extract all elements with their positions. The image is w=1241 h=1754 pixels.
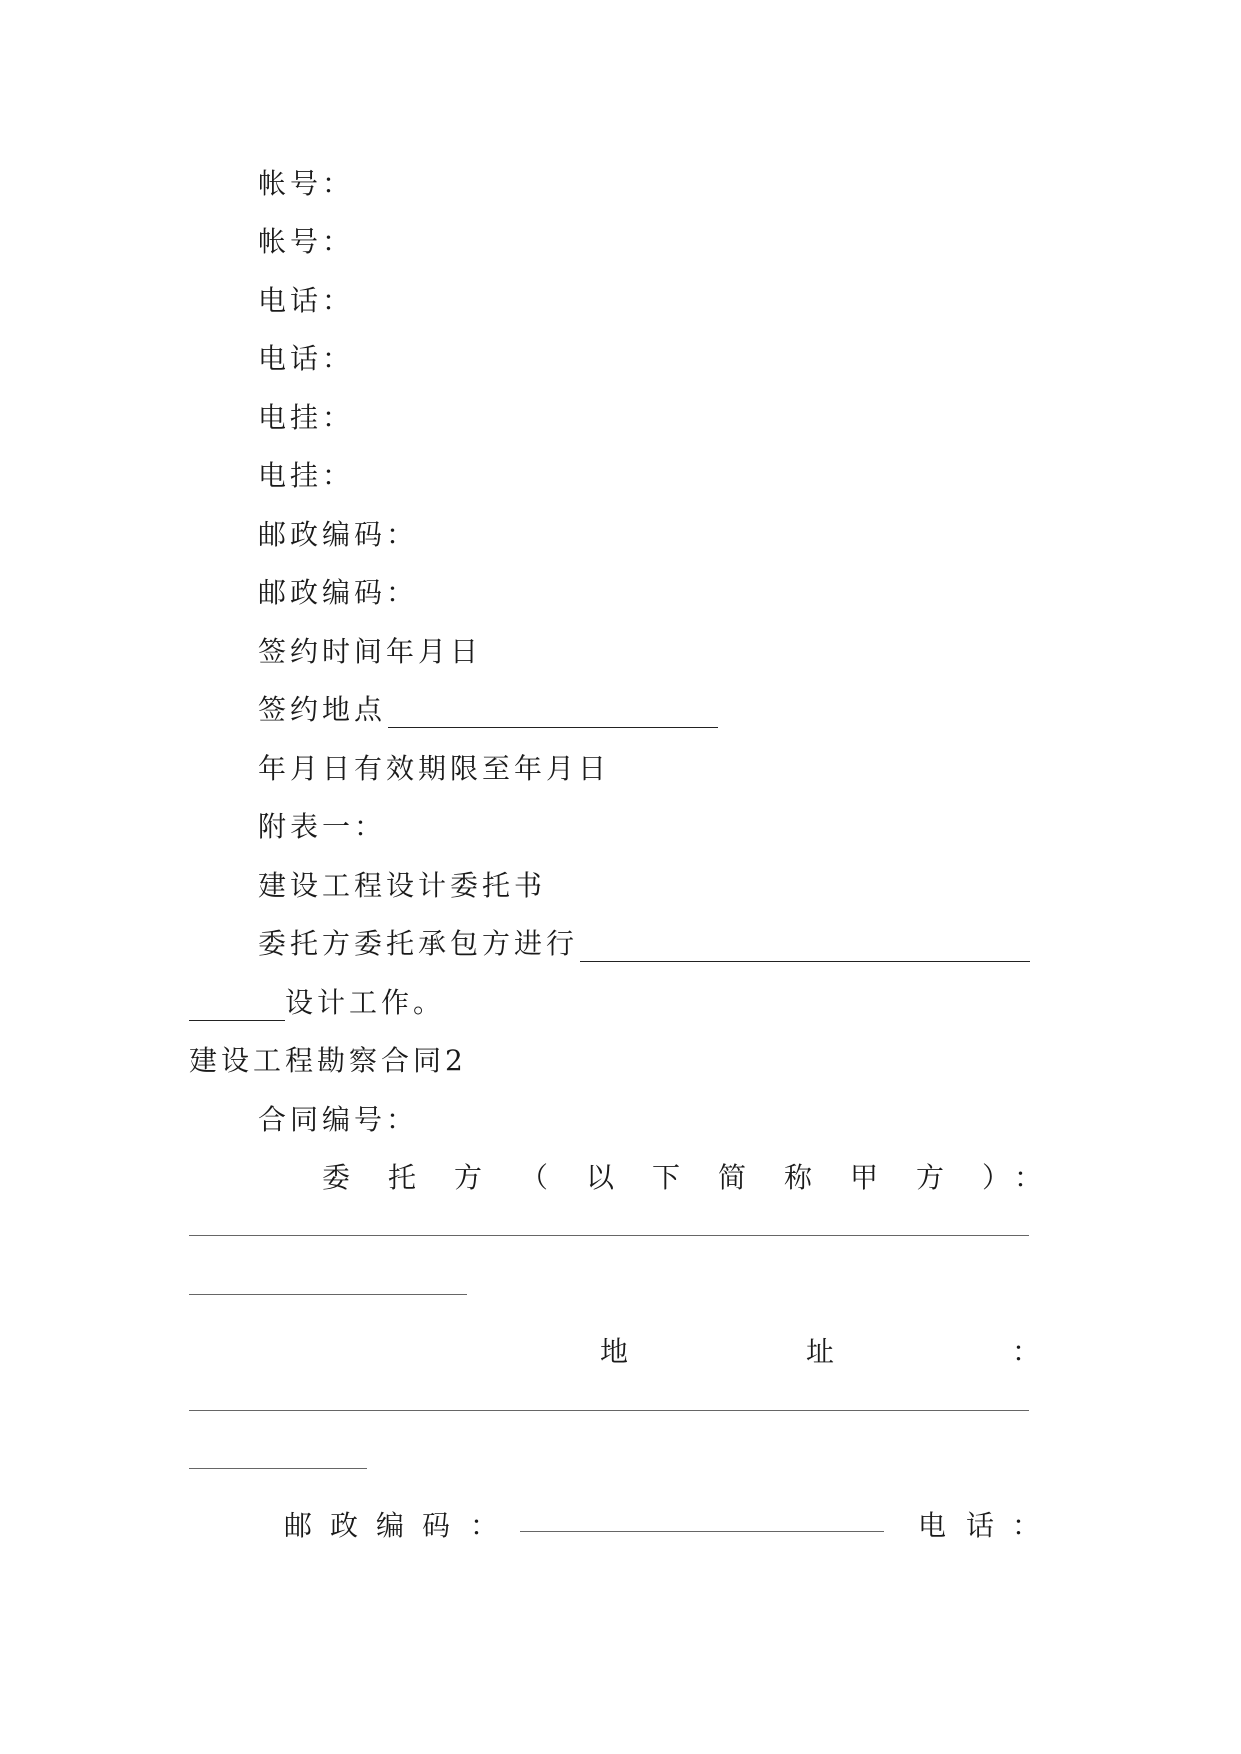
sign-place-line	[258, 692, 718, 728]
postcode-char: 邮	[284, 1509, 313, 1542]
design-work-text: 设计工作。	[285, 986, 446, 1019]
sign-place-label: 签约地点	[258, 693, 387, 726]
phone-char: 电	[918, 1509, 947, 1542]
sign-place-blank	[388, 699, 718, 728]
postcode-char: 编	[376, 1509, 405, 1542]
party-a-blank-rule-2	[189, 1294, 467, 1295]
party-a-char: ）	[982, 1161, 1011, 1194]
phone-char: ：	[1012, 1509, 1041, 1542]
phone-line-2: 电话：	[258, 342, 355, 375]
validity-line: 年月日有效期限至年月日	[258, 752, 611, 785]
party-a-char: 称	[784, 1161, 813, 1194]
telegraph-line-2: 电挂：	[258, 459, 355, 492]
entrust-blank	[580, 933, 1030, 962]
contract-number-line: 合同编号：	[258, 1103, 419, 1136]
postcode-char: 政	[330, 1509, 359, 1542]
postcode-blank-rule	[520, 1531, 884, 1532]
entrust-text-line	[258, 926, 1030, 962]
address-char: 址	[806, 1335, 835, 1368]
account-line-1: 帐号：	[258, 167, 355, 200]
address-blank-rule-1	[189, 1410, 1029, 1411]
telegraph-line-1: 电挂：	[258, 401, 355, 434]
postcode-char: ：	[470, 1509, 499, 1542]
entrust-title: 建设工程设计委托书	[258, 869, 547, 902]
address-blank-rule-2	[189, 1468, 367, 1469]
address-char: 地	[600, 1335, 629, 1368]
postcode-char: 码	[422, 1509, 451, 1542]
postcode-line-1: 邮政编码：	[258, 518, 419, 551]
party-a-char: 简	[718, 1161, 747, 1194]
party-a-char: 以	[586, 1161, 615, 1194]
contract2-title: 建设工程勘察合同2	[189, 1044, 467, 1077]
design-work-blank	[189, 992, 285, 1021]
entrust-text: 委托方委托承包方进行	[258, 927, 579, 960]
postcode-line-2: 邮政编码：	[258, 576, 419, 609]
party-a-char: 委	[322, 1161, 351, 1194]
phone-line-1: 电话：	[258, 284, 355, 317]
appendix-label: 附表一：	[258, 810, 387, 843]
account-line-2: 帐号：	[258, 225, 355, 258]
address-char: ：	[1012, 1335, 1041, 1368]
party-a-char: 方	[916, 1161, 945, 1194]
party-a-char: 甲	[850, 1161, 879, 1194]
phone-char: 话	[966, 1509, 995, 1542]
party-a-blank-rule-1	[189, 1235, 1029, 1236]
sign-time-line: 签约时间年月日	[258, 635, 483, 668]
party-a-char: 托	[388, 1161, 417, 1194]
design-work-line	[189, 985, 445, 1021]
party-a-char: 下	[652, 1161, 681, 1194]
party-a-char: （	[520, 1161, 549, 1194]
party-a-char: ：	[1014, 1161, 1043, 1194]
party-a-char: 方	[454, 1161, 483, 1194]
